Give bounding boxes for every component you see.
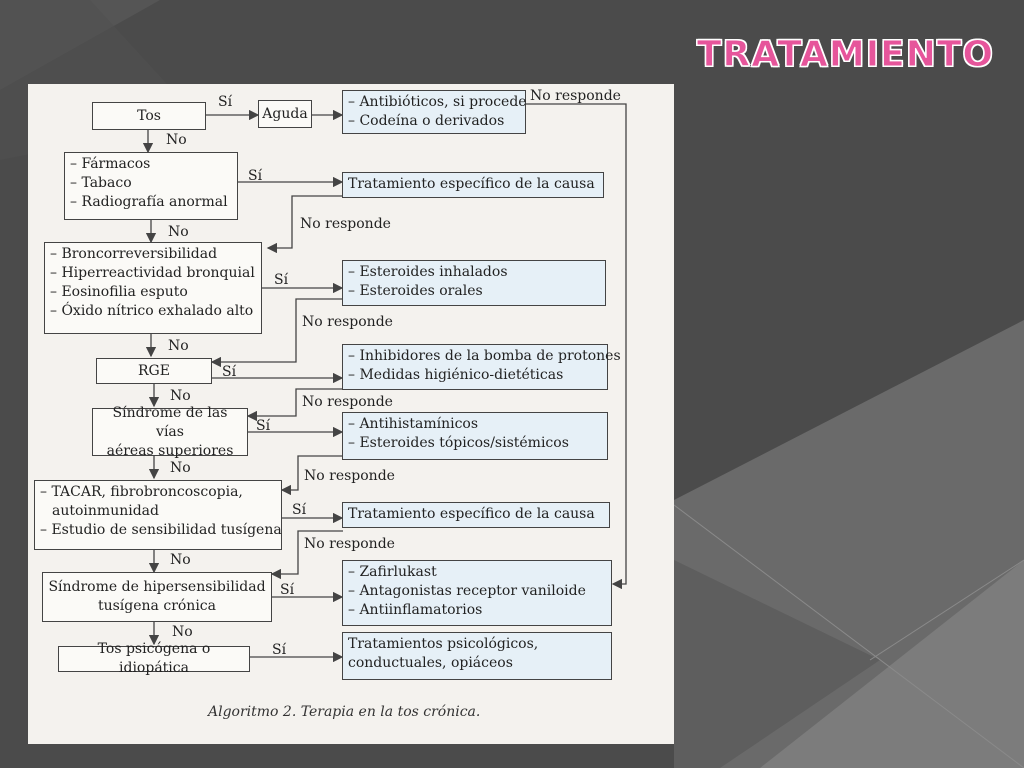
edge-label-no-responde: No responde [304, 536, 395, 552]
inhibidores-line: – Inhibidores de la bomba de protones [348, 348, 621, 364]
antihistaminicos-line: – Antihistamínicos [348, 416, 479, 432]
step-zafirlukast [342, 560, 612, 626]
edge-label-si: Sí [274, 272, 289, 288]
step-rge-label: RGE [138, 362, 170, 379]
edge-label-si: Sí [272, 642, 287, 658]
step-antibioticos [342, 90, 526, 134]
zafirlukast-line: – Antiinflamatorios [348, 602, 483, 618]
step-esteroides [342, 260, 606, 306]
edge-label-si: Sí [256, 418, 271, 434]
esteroides-line: – Esteroides inhalados [348, 264, 508, 280]
step-antihistaminicos [342, 412, 608, 460]
sindrome-hiper-line: tusígena crónica [97, 598, 216, 614]
tacar-line: – TACAR, fibrobroncoscopia, [40, 484, 243, 500]
sindrome-vias-line: aéreas superiores [106, 442, 234, 459]
tratamiento-causa-2-label: Tratamiento específico de la causa [348, 506, 595, 522]
bronco-line: – Hiperreactividad bronquial [50, 265, 255, 281]
antibioticos-line: – Antibióticos, si procede [348, 94, 527, 110]
edge-label-no: No [166, 132, 187, 148]
edge-label-no: No [168, 224, 189, 240]
edge-label-no-responde: No responde [302, 314, 393, 330]
antihistaminicos-line: – Esteroides tópicos/sistémicos [348, 435, 569, 451]
edge-label-no: No [170, 388, 191, 404]
antibioticos-line: – Codeína o derivados [348, 113, 505, 129]
step-tratamiento-causa-1 [342, 172, 604, 198]
step-bronco [44, 242, 262, 334]
farmacos-line: – Tabaco [70, 175, 132, 191]
edge-label-si: Sí [222, 364, 237, 380]
edge-label-no-responde: No responde [530, 88, 621, 104]
farmacos-line: – Fármacos [70, 156, 151, 172]
step-aguda-label: Aguda [262, 105, 308, 122]
inhibidores-line: – Medidas higiénico-dietéticas [348, 367, 564, 383]
edge-label-si: Sí [248, 168, 263, 184]
bronco-line: – Eosinofilia esputo [50, 284, 188, 300]
esteroides-line: – Esteroides orales [348, 283, 483, 299]
step-tos [92, 102, 206, 130]
edge-label-si: Sí [292, 502, 307, 518]
tratamientos-psico-line: Tratamientos psicológicos, [348, 636, 539, 652]
edge-label-no-responde: No responde [302, 394, 393, 410]
edge-label-no: No [172, 624, 193, 640]
farmacos-line: – Radiografía anormal [70, 194, 228, 210]
figure-caption: Algoritmo 2. Terapia en la tos crónica. [208, 704, 481, 720]
bronco-line: – Broncorreversibilidad [50, 246, 218, 262]
tratamiento-causa-1-label: Tratamiento específico de la causa [348, 176, 595, 192]
zafirlukast-line: – Zafirlukast [348, 564, 437, 580]
step-aguda [258, 100, 312, 128]
edge-label-no: No [170, 460, 191, 476]
tratamientos-psico-line: conductuales, opiáceos [348, 655, 513, 671]
edge-label-si: Sí [218, 94, 233, 110]
step-tos-psicogena [58, 641, 250, 676]
step-rge [96, 358, 212, 384]
step-tratamiento-causa-2 [342, 502, 610, 528]
bronco-line: – Óxido nítrico exhalado alto [50, 303, 254, 319]
tacar-line: autoinmunidad [52, 503, 159, 519]
tos-psicogena-label: Tos psicógena o idiopática [97, 641, 211, 676]
step-farmacos [64, 152, 238, 220]
algorithm-figure [28, 84, 674, 744]
edge-label-si: Sí [280, 582, 295, 598]
sindrome-vias-line: Síndrome de las vías [112, 404, 228, 440]
edge-label-no-responde: No responde [300, 216, 391, 232]
edge-label-no: No [168, 338, 189, 354]
tacar-line: – Estudio de sensibilidad tusígena [40, 522, 282, 538]
step-inhibidores [342, 344, 621, 390]
zafirlukast-line: – Antagonistas receptor vaniloide [348, 583, 586, 599]
step-tos-label: Tos [137, 107, 161, 124]
step-tratamientos-psico [342, 632, 612, 680]
slide-title: TRATAMIENTO [696, 34, 994, 75]
step-sindrome-vias [92, 404, 248, 459]
step-tacar [34, 480, 282, 550]
edge-label-no: No [170, 552, 191, 568]
sindrome-hiper-line: Síndrome de hipersensibilidad [48, 579, 266, 595]
step-sindrome-hiper [42, 572, 272, 622]
edge-label-no-responde: No responde [304, 468, 395, 484]
